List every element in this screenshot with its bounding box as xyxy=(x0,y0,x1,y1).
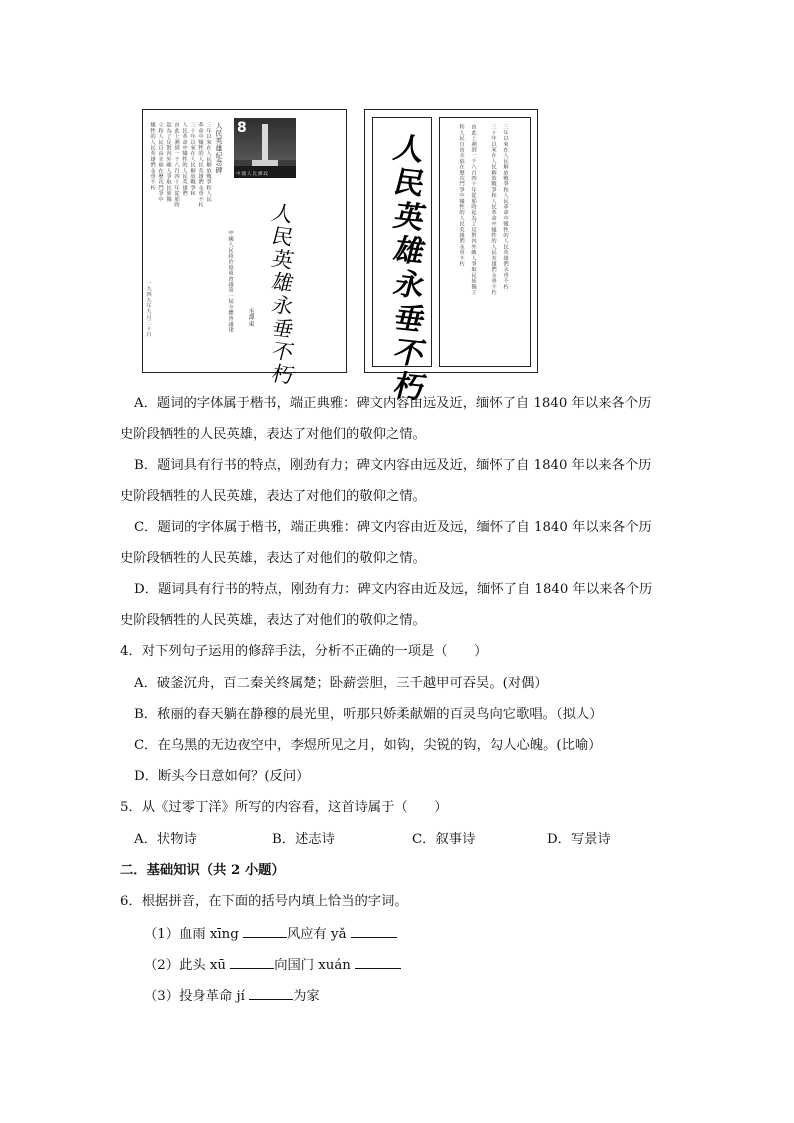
q3-option-b-line1: B．题词具有行书的特点，刚劲有力；碑文内容由远及近，缅怀了自 1840 年以来各个历 xyxy=(134,458,652,473)
inscription-column: 革命中犧牲的人民英雄們永垂不朽 xyxy=(197,122,203,208)
inscription-column: 三十年以來在人民解放戰爭和人民革命中犧牲的人民英雄們永垂不朽 xyxy=(490,124,496,295)
q6-stem: 6．根据拼音，在下面的括号内填上恰当的字词。 xyxy=(120,894,408,909)
q3-option-d-line2: 史阶段牺牲的人民英雄，表达了对他们的敬仰之情。 xyxy=(120,613,426,628)
item-prompt: 投身革命 jí xyxy=(179,989,250,1004)
q6-item-3 xyxy=(144,987,320,1006)
monument-stamp-photo xyxy=(234,118,296,178)
inscription-column: 犧牲的人民英雄們永垂不朽 xyxy=(149,122,155,191)
q4-option-a: A．破釜沉舟，百二秦关终属楚；卧薪尝胆，三千越甲可吞吴。(对偶） xyxy=(134,676,548,691)
q5-option-a: A．状物诗 xyxy=(134,832,197,847)
inscription-column: 三年以來在人民解放戰爭和人民 xyxy=(205,122,211,202)
calligraphy-signature: 毛澤東 xyxy=(247,308,254,328)
q3-option-a-line1: A．题词的字体属于楷书，端正典雅：碑文内容由远及近，缅怀了自 1840 年以来各个历 xyxy=(134,396,652,411)
inscription-column: 和人民自由幸福在歷次鬥爭中犧牲的人民英雄們永垂不朽 xyxy=(458,124,464,267)
item-prompt: 为家 xyxy=(293,989,320,1004)
stamp-caption: 中國人民郵政 xyxy=(236,172,269,177)
q6-item-2 xyxy=(144,956,401,975)
inscription-column: 起為了反對內外敵人爭取民族獨 xyxy=(165,122,171,202)
q3-option-a-line2: 史阶段牺牲的人民英雄，表达了对他们的敬仰之情。 xyxy=(120,427,426,442)
item-prompt: 此头 xū xyxy=(179,958,231,973)
item-prompt: 向国门 xuán xyxy=(274,958,356,973)
inscription-column: 立和人民自由幸福在歷次鬥爭中 xyxy=(157,122,163,202)
item-number: （2） xyxy=(144,958,180,973)
inscription-frame xyxy=(439,117,531,367)
inscription-column: 人民革命中犧牲的人民英雄們 xyxy=(181,122,187,197)
q5-option-d: D．写景诗 xyxy=(547,832,611,847)
q3-option-c-line2: 史阶段牺牲的人民英雄，表达了对他们的敬仰之情。 xyxy=(120,551,426,566)
inscription-column: 由此上溯到一千八百四十年從那時起為了反對內外敵人爭取民族獨立 xyxy=(470,124,476,295)
q4-option-b: B．秾丽的春天躺在静穆的晨光里，听那只娇柔献媚的百灵鸟向它歌唱。（拟人） xyxy=(134,707,603,722)
q4-option-d: D．断头今日意如何？(反问） xyxy=(134,769,310,784)
q5-option-b: B．述志诗 xyxy=(272,832,335,847)
answer-blank[interactable] xyxy=(243,925,287,938)
item-number: （1） xyxy=(144,927,180,942)
q5-stem: 5．从《过零丁洋》所写的内容看，这首诗属于（ ） xyxy=(120,800,448,815)
inscription-column: 中國人民政治協商會議第一屆全體會議建 xyxy=(227,230,233,333)
q6-item-1 xyxy=(144,925,397,944)
item-prompt: 血雨 xīng xyxy=(179,927,243,942)
answer-blank[interactable] xyxy=(355,956,401,969)
q4-stem: 4．对下列句子运用的修辞手法，分析不正确的一项是（ ） xyxy=(120,644,488,659)
item-prompt: 风应有 yǎ xyxy=(286,927,351,942)
answer-blank[interactable] xyxy=(351,925,397,938)
inscription-column: 三年以來在人民解放戰爭和人民革命中犧牲的人民英雄們永垂不朽 xyxy=(502,124,508,290)
item-number: （3） xyxy=(144,989,180,1004)
calligraphy-inscription: 人民英雄永垂不朽 xyxy=(386,130,421,406)
calligraphy-inscription: 人民英雄永垂不朽 xyxy=(268,200,292,388)
inscription-date: 一九四九年九月三十日 xyxy=(145,280,151,337)
q3-option-d-line1: D．题词具有行书的特点，刚劲有力：碑文内容由近及远，缅怀了自 1840 年以来各个历 xyxy=(134,582,653,597)
monument-obelisk xyxy=(262,124,268,164)
stamp-number: 8 xyxy=(237,120,247,136)
q5-option-c: C．叙事诗 xyxy=(412,832,476,847)
monument-inscription-image-right xyxy=(364,109,538,406)
answer-blank[interactable] xyxy=(249,987,293,1000)
q3-option-b-line2: 史阶段牺牲的人民英雄，表达了对他们的敬仰之情。 xyxy=(120,489,426,504)
answer-blank[interactable] xyxy=(230,956,274,969)
calligraphy-frame xyxy=(372,117,432,406)
monument-stamp-image-left xyxy=(142,109,347,388)
inscription-column: 由此上溯到一千八百四十年從那時 xyxy=(173,122,179,208)
section-heading: 二．基础知识（共 2 小题） xyxy=(120,863,285,878)
q3-option-c-line1: C．题词的字体属于楷书，端正典雅：碑文内容由近及远，缅怀了自 1840 年以来各个历 xyxy=(134,520,652,535)
q4-option-c: C．在乌黑的无边夜空中，李煜所见之月，如钩，尖锐的钩，勾人心魄。(比喻） xyxy=(134,738,602,753)
inscription-title: 人民英雄紀念碑 xyxy=(215,122,223,174)
inscription-column: 三十年以來在人民解放戰爭和 xyxy=(189,122,195,197)
